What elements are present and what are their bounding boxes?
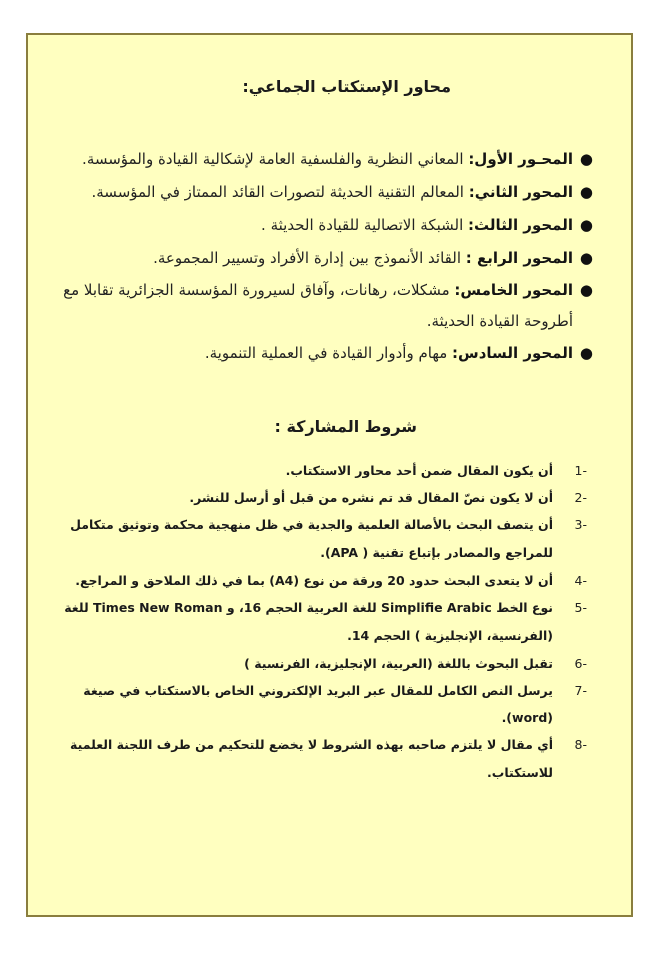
bullet-icon: ●	[579, 216, 593, 234]
condition-text: نوع الخط Simplifie Arabic للغة العربية الحجم 16، و Times New Roman للغة (الفرنسية، الإنجليزية ) الحجم 14.	[64, 600, 553, 643]
condition-item	[51, 457, 587, 484]
axis-item	[55, 176, 595, 209]
condition-text: تقبل البحوث باللغة (العربية، الإنجليزية، الفرنسية )	[244, 656, 553, 671]
condition-item	[51, 484, 587, 511]
condition-item	[51, 731, 587, 787]
document-page	[26, 33, 633, 917]
axes-title: محاور الإستكتاب الجماعي:	[242, 77, 451, 96]
axis-text: الشبكة الاتصالية للقيادة الحديثة .	[261, 216, 469, 234]
conditions-title: شروط المشاركة :	[274, 417, 417, 436]
condition-text: أي مقال لا يلتزم صاحبه بهذه الشروط لا يخضع للتحكيم من طرف اللجنة العلمية للاستكتاب.	[70, 737, 553, 780]
axis-heading: المحـور الأول:	[468, 150, 573, 168]
condition-text: أن يكون المقال ضمن أحد محاور الاستكتاب.	[285, 463, 553, 478]
axis-item	[55, 209, 595, 242]
condition-item	[51, 650, 587, 677]
condition-text: يرسل النص الكامل للمقال عبر البريد الإلكتروني الخاص بالاستكتاب في صيغة (word).	[83, 683, 553, 725]
bullet-icon: ●	[579, 344, 593, 362]
axis-heading: المحور الثالث:	[468, 216, 573, 234]
condition-text: أن يتصف البحث بالأصالة العلمية والجدية في ظل منهجية محكمة وتوثيق متكامل للمراجع والمصادر بإتباع تقنية ( APA).	[70, 517, 553, 560]
bullet-icon: ●	[579, 150, 593, 168]
condition-item	[51, 567, 587, 594]
condition-item	[51, 677, 587, 731]
condition-number: -4	[574, 573, 587, 588]
condition-number: -6	[574, 656, 587, 671]
bullet-icon: ●	[579, 249, 593, 267]
axes-list	[55, 143, 595, 370]
condition-number: -1	[574, 463, 587, 478]
condition-item	[51, 511, 587, 567]
condition-number: -7	[574, 683, 587, 698]
condition-text: أن لا يتعدى البحث حدود 20 ورقة من نوع (A4) بما في ذلك الملاحق و المراجع.	[75, 573, 553, 588]
conditions-list	[51, 457, 587, 787]
axis-heading: المحور السادس:	[452, 344, 573, 362]
condition-number: -5	[574, 600, 587, 615]
axis-heading: المحور الثاني:	[468, 183, 573, 201]
axis-text: القائد الأنموذج بين إدارة الأفراد وتسيير المجموعة.	[153, 249, 466, 267]
axis-text: المعاني النظرية والفلسفية العامة لإشكالية القيادة والمؤسسة.	[82, 150, 469, 168]
condition-number: -2	[574, 490, 587, 505]
axis-heading: المحور الخامس:	[454, 281, 573, 299]
axis-heading: المحور الرابع :	[465, 249, 573, 267]
axis-text: مهام وأدوار القيادة في العملية التنموية.	[204, 344, 453, 362]
axis-item	[55, 143, 595, 176]
condition-text: أن لا يكون نصّ المقال قد تم نشره من قبل أو أرسل للنشر.	[189, 490, 553, 505]
condition-number: -8	[574, 737, 587, 752]
bullet-icon: ●	[579, 281, 593, 299]
condition-item	[51, 594, 587, 650]
axis-item	[55, 337, 595, 370]
condition-number: -3	[574, 517, 587, 532]
bullet-icon: ●	[579, 183, 593, 201]
axis-item	[55, 242, 595, 275]
axis-text: مشكلات، رهانات، وآفاق لسيرورة المؤسسة الجزائرية تقابلا مع أطروحة القيادة الحديثة.	[63, 281, 573, 330]
axis-text: المعالم التقنية الحديثة لتصورات القائد الممتاز في المؤسسة.	[91, 183, 469, 201]
axis-item	[55, 275, 595, 337]
